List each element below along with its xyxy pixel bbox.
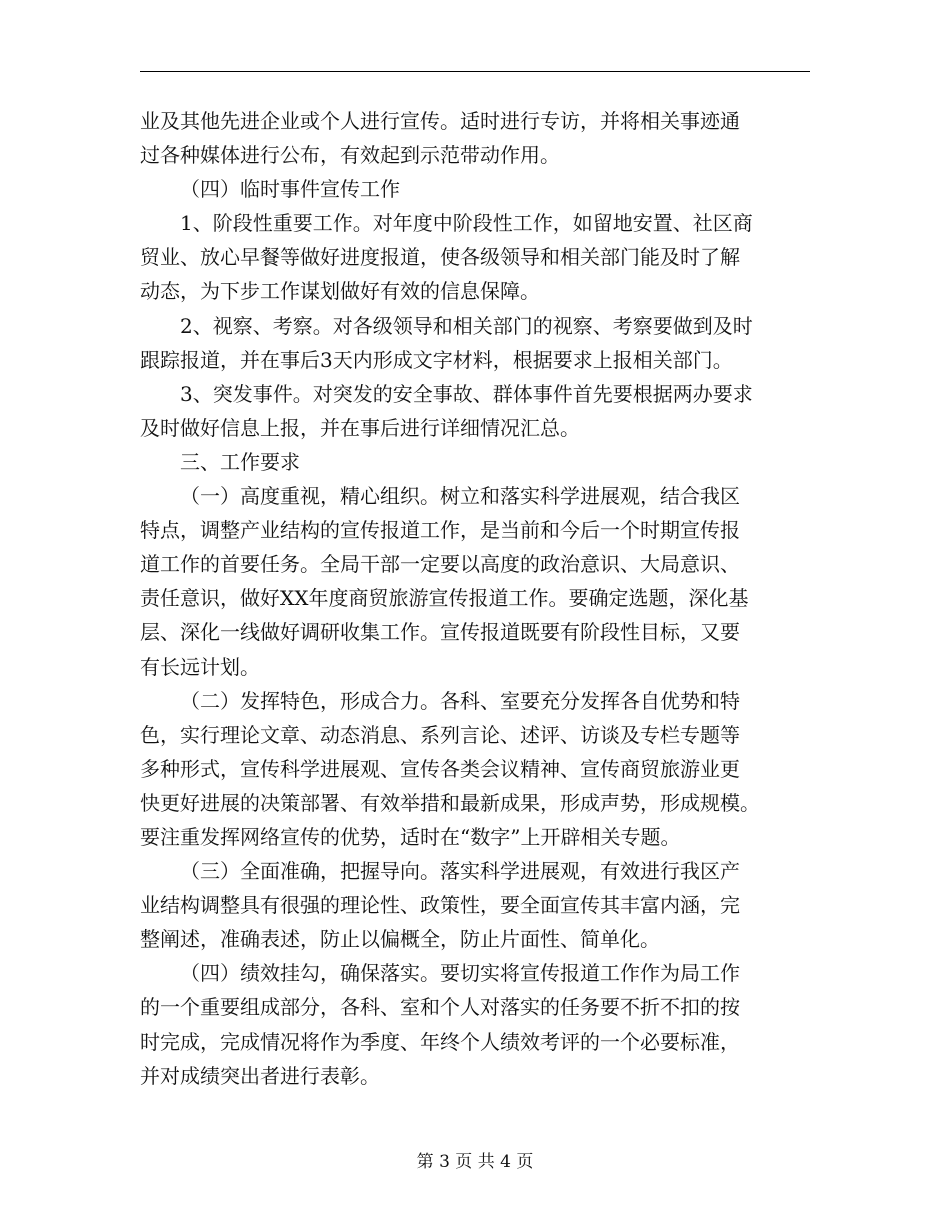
text-line: 整阐述，准确表述，防止以偏概全，防止片面性、简单化。 (140, 927, 660, 952)
paragraph-start: 1、阶段性重要工作。对年度中阶段性工作，如留地安置、社区商 (180, 211, 753, 236)
text-line: 及时做好信息上报，并在事后进行详细情况汇总。 (140, 415, 580, 440)
document-body (140, 104, 810, 1093)
paragraph-start: （一）高度重视，精心组织。树立和落实科学进展观，结合我区 (180, 484, 740, 509)
text-line: 责任意识，做好XX年度商贸旅游宣传报道工作。要确定选题，深化基 (140, 586, 749, 611)
text-line: 过各种媒体进行公布，有效起到示范带动作用。 (140, 143, 560, 168)
text-line: 并对成绩突出者进行表彰。 (140, 1063, 380, 1088)
paragraph-start: 2、视察、考察。对各级领导和相关部门的视察、考察要做到及时 (180, 313, 753, 338)
text-line: 要注重发挥网络宣传的优势，适时在“数字”上开辟相关专题。 (140, 824, 681, 849)
text-line: 跟踪报道，并在事后3天内形成文字材料，根据要求上报相关部门。 (140, 347, 733, 372)
paragraph-start: （三）全面准确，把握导向。落实科学进展观，有效进行我区产 (180, 859, 740, 884)
text-line: 多种形式，宣传科学进展观、宣传各类会议精神、宣传商贸旅游业更 (140, 756, 740, 781)
section-heading: 三、工作要求 (180, 449, 300, 474)
text-line: 业结构调整具有很强的理论性、政策性，要全面宣传其丰富内涵，完 (140, 893, 740, 918)
text-line: 业及其他先进企业或个人进行宣传。适时进行专访，并将相关事迹通 (140, 109, 740, 133)
text-line: 快更好进展的决策部署、有效举措和最新成果，形成声势，形成规模。 (140, 790, 760, 815)
text-line: 道工作的首要任务。全局干部一定要以高度的政治意识、大局意识、 (140, 552, 740, 577)
text-line: 色，实行理论文章、动态消息、系列言论、述评、访谈及专栏专题等 (140, 722, 740, 747)
text-line: 贸业、放心早餐等做好进度报道，使各级领导和相关部门能及时了解 (140, 245, 740, 270)
paragraph-start: 3、突发事件。对突发的安全事故、群体事件首先要根据两办要求 (180, 381, 753, 406)
text-line: 动态，为下步工作谋划做好有效的信息保障。 (140, 279, 540, 304)
section-heading: （四）临时事件宣传工作 (180, 177, 400, 202)
page-number-footer: 第 3 页 共 4 页 (416, 1152, 534, 1172)
paragraph-start: （四）绩效挂勾，确保落实。要切实将宣传报道工作作为局工作 (180, 961, 740, 986)
text-line: 有长远计划。 (140, 654, 260, 679)
text-line: 层、深化一线做好调研收集工作。宣传报道既要有阶段性目标，又要 (140, 620, 740, 645)
paragraph-start: （二）发挥特色，形成合力。各科、室要充分发挥各自优势和特 (180, 688, 740, 713)
text-line: 特点，调整产业结构的宣传报道工作，是当前和今后一个时期宣传报 (140, 518, 740, 543)
text-line: 的一个重要组成部分，各科、室和个人对落实的任务要不折不扣的按 (140, 995, 740, 1020)
header-rule (140, 71, 810, 72)
text-line: 时完成，完成情况将作为季度、年终个人绩效考评的一个必要标准， (140, 1029, 740, 1054)
